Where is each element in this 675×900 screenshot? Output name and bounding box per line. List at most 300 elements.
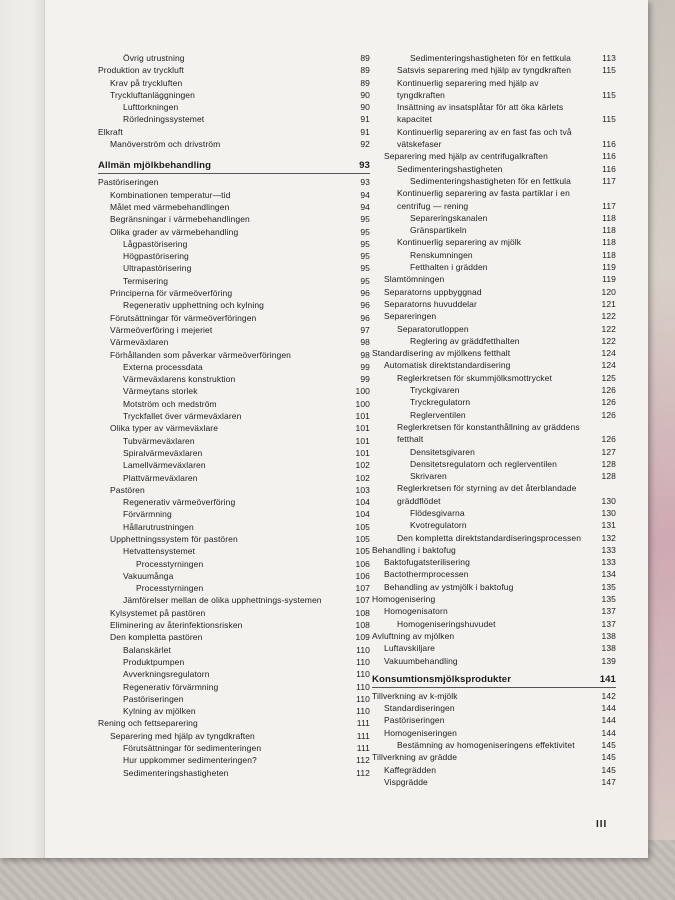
toc-entry xyxy=(98,89,370,101)
toc-entry-title: Tubvärmeväxlaren xyxy=(123,435,195,446)
toc-entry-page: 105 xyxy=(355,521,370,532)
toc-entry-title: Begränsningar i värmebehandlingen xyxy=(110,214,250,225)
toc-entry-page: 111 xyxy=(356,730,370,741)
toc-entry xyxy=(98,767,370,779)
toc-entry xyxy=(98,742,370,754)
toc-entry-page: 96 xyxy=(360,288,370,299)
toc-entry-page: 90 xyxy=(360,102,370,113)
toc-entry xyxy=(372,544,616,556)
toc-section-heading xyxy=(98,159,370,174)
toc-entry-title: Sedimenteringshastigheten xyxy=(123,767,229,778)
toc-entry-page: 144 xyxy=(601,703,616,714)
toc-entry-title: Homogeniseringshuvudet xyxy=(397,618,496,629)
toc-entry xyxy=(98,201,370,213)
toc-entry xyxy=(98,64,370,76)
toc-entry xyxy=(98,496,370,508)
toc-entry-page: 112 xyxy=(356,755,370,766)
toc-entry xyxy=(98,138,370,150)
toc-entry xyxy=(372,581,616,593)
toc-entry-page: 127 xyxy=(601,446,616,457)
toc-entry xyxy=(98,336,370,348)
toc-entry xyxy=(98,558,370,570)
toc-entry-page: 126 xyxy=(601,434,616,445)
toc-entry-page: 128 xyxy=(601,471,616,482)
toc-entry-page: 125 xyxy=(601,372,616,383)
toc-entry-page: 126 xyxy=(601,409,616,420)
toc-entry xyxy=(98,447,370,459)
toc-entry-title: Homogenisering xyxy=(372,594,436,605)
toc-entry-page: 138 xyxy=(601,643,616,654)
toc-entry-page: 118 xyxy=(602,249,616,260)
toc-entry-page: 111 xyxy=(356,743,370,754)
toc-entry xyxy=(372,323,616,335)
toc-entry-title: Ultrapastörisering xyxy=(123,263,192,274)
toc-entry-title: Tryckregulatorn xyxy=(410,397,471,408)
toc-entry xyxy=(372,249,616,261)
toc-entry xyxy=(372,236,616,248)
toc-entry-page: 101 xyxy=(355,423,370,434)
toc-entry-title: Densitetsregulatorn och reglerventilen xyxy=(410,458,557,469)
toc-entry xyxy=(98,189,370,201)
toc-entry-page: 124 xyxy=(601,348,616,359)
toc-entry-title: Kombinationen temperatur—tid xyxy=(110,189,231,200)
toc-entry xyxy=(372,690,616,702)
toc-entry-page: 133 xyxy=(601,544,616,555)
toc-entry-page: 96 xyxy=(360,312,370,323)
toc-entry-title: Värmeväxlaren xyxy=(110,337,169,348)
toc-entry-page: 144 xyxy=(601,715,616,726)
toc-entry xyxy=(372,187,616,212)
toc-entry-title: Plattvärmeväxlaren xyxy=(123,472,198,483)
toc-entry-title: Tillverkning av k-mjölk xyxy=(372,690,458,701)
toc-entry xyxy=(372,396,616,408)
toc-entry xyxy=(372,101,616,126)
toc-entry-page: 116 xyxy=(602,163,616,174)
toc-entry-title: Förutsättningar för värmeöverföringen xyxy=(110,312,257,323)
toc-entry-page: 104 xyxy=(355,497,370,508)
toc-entry-page: 90 xyxy=(360,89,370,100)
toc-entry-title: Gränspartikeln xyxy=(410,225,467,236)
toc-entry-page: 106 xyxy=(355,570,370,581)
toc-entry-page: 101 xyxy=(355,411,370,422)
toc-entry xyxy=(372,446,616,458)
toc-entry-page: 110 xyxy=(356,644,370,655)
toc-entry xyxy=(98,693,370,705)
toc-entry-title: Manöverström och drivström xyxy=(110,139,221,150)
toc-entry-page: 110 xyxy=(356,693,370,704)
toc-entry xyxy=(98,668,370,680)
toc-entry-title: Tryckluftanläggningen xyxy=(110,89,195,100)
toc-entry xyxy=(372,593,616,605)
toc-entry-page: 117 xyxy=(602,200,616,211)
toc-entry-page: 144 xyxy=(601,727,616,738)
toc-entry-title: Regenerativ upphettning och kylning xyxy=(123,300,265,311)
toc-entry-title: Hur uppkommer sedimenteringen? xyxy=(123,755,257,766)
toc-entry-title: Processtyrningen xyxy=(136,583,204,594)
toc-entry-title: Balanskärlet xyxy=(123,644,171,655)
toc-entry-page: 110 xyxy=(356,681,370,692)
toc-entry-page: 96 xyxy=(360,300,370,311)
toc-entry-title: Lufttorkningen xyxy=(123,102,179,113)
toc-entry-title: Elkraft xyxy=(98,126,123,137)
toc-entry xyxy=(372,372,616,384)
toc-entry-title: Upphettningssystem för pastören xyxy=(110,533,238,544)
toc-entry-title: Processtyrningen xyxy=(136,558,204,569)
toc-entry-page: 99 xyxy=(360,361,370,372)
toc-entry-page: 115 xyxy=(602,89,616,100)
toc-entry-page: 105 xyxy=(355,546,370,557)
toc-entry xyxy=(98,459,370,471)
toc-entry-page: 138 xyxy=(601,630,616,641)
toc-entry-title: Automatisk direktstandardisering xyxy=(384,360,511,371)
toc-entry-page: 106 xyxy=(355,558,370,569)
toc-entry-title: Sedimenteringshastigheten för en fettkula xyxy=(410,175,571,186)
toc-entry-page: 122 xyxy=(601,335,616,346)
toc-entry-page: 93 xyxy=(360,177,370,188)
toc-entry-page: 98 xyxy=(360,349,370,360)
toc-entry xyxy=(98,681,370,693)
toc-entry xyxy=(372,618,616,630)
toc-entry-page: 95 xyxy=(360,214,370,225)
toc-entry-page: 109 xyxy=(355,632,370,643)
toc-entry-title: Pastöriseringen xyxy=(384,715,445,726)
toc-entry-title: Separeringen xyxy=(384,311,437,322)
toc-entry xyxy=(372,273,616,285)
toc-entry xyxy=(98,607,370,619)
toc-entry-title: Spiralvärmeväxlaren xyxy=(123,447,203,458)
toc-entry-page: 137 xyxy=(601,606,616,617)
toc-entry xyxy=(372,335,616,347)
toc-entry xyxy=(98,250,370,262)
toc-entry-page: 110 xyxy=(356,656,370,667)
toc-entry-title: Avluftning av mjölken xyxy=(372,630,455,641)
toc-entry-page: 110 xyxy=(356,706,370,717)
toc-entry-page: 95 xyxy=(360,238,370,249)
toc-entry-title: Sedimenteringshastigheten xyxy=(397,163,503,174)
toc-entry-title: Pastören xyxy=(110,484,145,495)
toc-entry xyxy=(98,570,370,582)
toc-entry-title: Kontinuerlig separering med hjälp av tyngdkraften xyxy=(397,77,539,100)
toc-entry xyxy=(98,101,370,113)
toc-entry xyxy=(98,312,370,324)
toc-entry-page: 107 xyxy=(355,583,370,594)
toc-entry-page: 135 xyxy=(601,594,616,605)
toc-entry-page: 122 xyxy=(601,311,616,322)
toc-entry xyxy=(372,310,616,322)
toc-entry-page: 141 xyxy=(599,673,616,685)
toc-entry xyxy=(98,52,370,64)
toc-entry-title: Satsvis separering med hjälp av tyngdkraften xyxy=(397,65,572,76)
toc-entry-page: 108 xyxy=(355,607,370,618)
toc-entry xyxy=(372,224,616,236)
toc-entry xyxy=(98,324,370,336)
toc-entry-title: Sedimenteringshastigheten för en fettkula xyxy=(410,53,571,63)
toc-entry-title: Separatorns huvuddelar xyxy=(384,298,477,309)
toc-entry-title: Eliminering av återinfektionsrisken xyxy=(110,620,243,631)
toc-entry xyxy=(98,472,370,484)
toc-entry-page: 102 xyxy=(355,460,370,471)
toc-entry xyxy=(98,717,370,729)
toc-entry-page: 145 xyxy=(601,740,616,751)
toc-entry-title: Kylsystemet på pastören xyxy=(110,607,206,618)
toc-entry-title: Högpastörisering xyxy=(123,251,189,262)
toc-entry-title: Insättning av insatsplåtar för att öka kärlets kapacitet xyxy=(397,102,564,125)
toc-entry-page: 95 xyxy=(360,251,370,262)
toc-entry xyxy=(98,287,370,299)
toc-entry-page: 99 xyxy=(360,374,370,385)
toc-entry-title: Olika grader av värmebehandling xyxy=(110,226,239,237)
toc-entry xyxy=(98,113,370,125)
toc-entry xyxy=(372,556,616,568)
toc-entry-page: 93 xyxy=(359,160,370,172)
toc-entry-page: 126 xyxy=(601,397,616,408)
page-number: III xyxy=(596,819,608,830)
toc-entry xyxy=(98,422,370,434)
toc-entry xyxy=(98,730,370,742)
toc-entry xyxy=(372,421,616,446)
toc-entry xyxy=(98,238,370,250)
toc-entry-page: 137 xyxy=(601,618,616,629)
toc-entry xyxy=(98,754,370,766)
toc-entry-title: Lågpastörisering xyxy=(123,238,188,249)
toc-entry-page: 95 xyxy=(360,275,370,286)
toc-entry xyxy=(98,361,370,373)
toc-entry-page: 117 xyxy=(602,175,616,186)
toc-entry xyxy=(98,533,370,545)
toc-entry-page: 124 xyxy=(601,360,616,371)
toc-entry xyxy=(98,77,370,89)
toc-entry xyxy=(372,605,616,617)
toc-entry-page: 95 xyxy=(360,263,370,274)
toc-entry-page: 122 xyxy=(601,323,616,334)
toc-entry-title: Rörledningssystemet xyxy=(123,114,205,125)
toc-entry xyxy=(372,727,616,739)
toc-entry-page: 145 xyxy=(601,764,616,775)
toc-entry-title: Renskumningen xyxy=(410,249,473,260)
toc-entry xyxy=(372,507,616,519)
toc-entry xyxy=(372,482,616,507)
toc-entry-title: Pastöriseringen xyxy=(123,693,184,704)
toc-entry-title: Kontinuerlig separering av en fast fas och två vätskefaser xyxy=(397,126,572,150)
toc-entry-title: Förutsättningar för sedimenteringen xyxy=(123,743,262,754)
toc-entry-title: Vakuumbehandling xyxy=(384,655,458,666)
toc-entry xyxy=(98,349,370,361)
toc-entry xyxy=(98,213,370,225)
toc-entry-page: 139 xyxy=(601,655,616,666)
toc-entry-title: Skrivaren xyxy=(410,471,447,482)
toc-entry-title: Den kompletta pastören xyxy=(110,632,203,643)
toc-entry xyxy=(372,286,616,298)
toc-entry-page: 115 xyxy=(602,65,616,76)
toc-entry-page: 116 xyxy=(602,151,616,162)
toc-entry-title: Homogenisatorn xyxy=(384,606,448,617)
toc-entry-title: Standardisering av mjölkens fetthalt xyxy=(372,348,511,359)
toc-entry-title: Behandling av ystmjölk i baktofug xyxy=(384,581,514,592)
toc-entry-title: Separering med hjälp av centrifugalkraften xyxy=(384,151,548,162)
toc-entry-title: Tillverkning av grädde xyxy=(372,752,458,763)
toc-entry xyxy=(372,655,616,667)
toc-entry-title: Baktofugatsterilisering xyxy=(384,557,470,568)
toc-entry-title: Allmän mjölkbehandling xyxy=(98,160,212,172)
toc-entry-page: 101 xyxy=(355,447,370,458)
toc-entry xyxy=(98,385,370,397)
toc-entry-title: Densitetsgivaren xyxy=(410,446,475,457)
toc-entry-title: Motström och medström xyxy=(123,398,217,409)
toc-entry-page: 89 xyxy=(360,77,370,88)
toc-entry-title: Övrig utrustning xyxy=(123,53,185,63)
page-spine xyxy=(0,0,45,858)
toc-entry-title: Regenerativ värmeöverföring xyxy=(123,497,236,508)
toc-entry xyxy=(98,508,370,520)
toc-entry xyxy=(372,751,616,763)
toc-entry xyxy=(372,384,616,396)
toc-entry-title: Separering med hjälp av tyngdkraften xyxy=(110,730,255,741)
toc-entry-title: Externa processdata xyxy=(123,361,203,372)
toc-entry xyxy=(98,435,370,447)
toc-entry-title: Separatorns uppbyggnad xyxy=(384,286,482,297)
toc-entry-page: 132 xyxy=(601,532,616,543)
toc-entry xyxy=(372,642,616,654)
toc-entry xyxy=(372,630,616,642)
toc-entry-page: 121 xyxy=(601,298,616,309)
toc-entry-title: Förvärmning xyxy=(123,509,172,520)
toc-entry-page: 115 xyxy=(602,114,616,125)
toc-entry-page: 126 xyxy=(601,385,616,396)
toc-entry-title: Kontinuerlig separering av fasta partiklar i en centrifug — rening xyxy=(397,188,570,211)
toc-entry-page: 89 xyxy=(360,53,370,63)
toc-entry-title: Avverkningsregulatorn xyxy=(123,669,210,680)
toc-entry xyxy=(372,714,616,726)
toc-entry-page: 147 xyxy=(601,776,616,787)
toc-entry-title: Lamellvärmeväxlaren xyxy=(123,460,206,471)
toc-entry-page: 94 xyxy=(360,201,370,212)
toc-entry-page: 91 xyxy=(360,114,370,125)
toc-entry-title: Produktion av tryckluft xyxy=(98,65,184,76)
toc-entry-title: Krav på tryckluften xyxy=(110,77,183,88)
toc-entry xyxy=(98,521,370,533)
toc-entry-title: Jämförelser mellan de olika upphettnings-systemen xyxy=(123,595,322,606)
toc-entry-title: Kaffegrädden xyxy=(384,764,437,775)
toc-entry xyxy=(98,262,370,274)
toc-entry-page: 94 xyxy=(360,189,370,200)
toc-entry-page: 91 xyxy=(360,126,370,137)
toc-entry xyxy=(372,64,616,76)
toc-entry xyxy=(98,126,370,138)
toc-entry-title: Slamtömningen xyxy=(384,274,445,285)
toc-entry xyxy=(98,299,370,311)
toc-column-right xyxy=(372,52,616,788)
toc-entry xyxy=(98,594,370,606)
toc-entry-title: Fetthalten i grädden xyxy=(410,262,488,273)
toc-entry-title: Tryckfallet över värmeväxlaren xyxy=(123,411,242,422)
toc-entry xyxy=(98,705,370,717)
toc-entry-title: Värmeöverföring i mejeriet xyxy=(110,324,213,335)
toc-entry xyxy=(372,347,616,359)
toc-entry-title: Standardiseringen xyxy=(384,703,455,714)
toc-column-left xyxy=(98,52,370,779)
toc-entry-title: Hållarutrustningen xyxy=(123,521,194,532)
toc-entry-page: 119 xyxy=(602,274,616,285)
toc-entry-title: Värmeväxlarens konstruktion xyxy=(123,374,236,385)
toc-entry-page: 134 xyxy=(601,569,616,580)
toc-entry-page: 111 xyxy=(356,718,370,729)
toc-entry-title: Pastöriseringen xyxy=(98,177,159,188)
toc-entry xyxy=(98,410,370,422)
toc-entry xyxy=(372,298,616,310)
toc-entry-title: Vispgrädde xyxy=(384,776,428,787)
toc-entry-page: 98 xyxy=(360,337,370,348)
toc-entry-title: Behandling i baktofug xyxy=(372,544,456,555)
toc-entry-title: Reglering av gräddfetthalten xyxy=(410,335,520,346)
toc-entry-title: Kontinuerlig separering av mjölk xyxy=(397,237,522,248)
toc-entry xyxy=(372,126,616,151)
toc-entry-title: Homogeniseringen xyxy=(384,727,457,738)
toc-entry-title: Reglerkretsen för konstanthållning av gräddens fetthalt xyxy=(397,421,580,445)
toc-entry xyxy=(98,373,370,385)
toc-entry-page: 100 xyxy=(355,386,370,397)
toc-entry-title: Rening och fettseparering xyxy=(98,718,198,729)
toc-entry-page: 131 xyxy=(601,520,616,531)
toc-entry-title: Förhållanden som påverkar värmeöverföringen xyxy=(110,349,291,360)
toc-entry-title: Luftavskiljare xyxy=(384,643,436,654)
toc-entry-title: Bactothermprocessen xyxy=(384,569,469,580)
toc-entry-title: Olika typer av värmeväxlare xyxy=(110,423,219,434)
toc-entry xyxy=(372,702,616,714)
toc-entry-title: Termisering xyxy=(123,275,169,286)
toc-entry-title: Bestämning av homogeniseringens effektivitet xyxy=(397,740,575,751)
toc-entry-page: 107 xyxy=(355,595,370,606)
toc-entry xyxy=(372,568,616,580)
toc-entry xyxy=(98,275,370,287)
toc-entry-page: 112 xyxy=(356,767,370,778)
toc-entry xyxy=(98,545,370,557)
toc-entry-page: 116 xyxy=(602,139,616,150)
toc-entry xyxy=(372,212,616,224)
toc-entry xyxy=(372,532,616,544)
toc-entry xyxy=(98,656,370,668)
toc-entry xyxy=(372,261,616,273)
toc-entry-page: 110 xyxy=(356,669,370,680)
toc-entry-page: 105 xyxy=(355,533,370,544)
toc-entry xyxy=(98,631,370,643)
toc-entry-title: Konsumtionsmjölksprodukter xyxy=(372,673,512,685)
toc-entry-title: Principerna för värmeöverföring xyxy=(110,288,233,299)
toc-entry-page: 103 xyxy=(355,484,370,495)
toc-entry xyxy=(98,582,370,594)
toc-entry-page: 119 xyxy=(602,262,616,273)
toc-entry-title: Separatorutloppen xyxy=(397,323,469,334)
toc-entry-page: 92 xyxy=(360,139,370,150)
toc-entry xyxy=(98,619,370,631)
toc-entry-page: 102 xyxy=(355,472,370,483)
toc-entry-page: 130 xyxy=(601,507,616,518)
toc-entry-title: Vakuumånga xyxy=(123,570,174,581)
toc-entry-title: Hetvattensystemet xyxy=(123,546,196,557)
toc-entry-page: 135 xyxy=(601,581,616,592)
toc-entry xyxy=(372,409,616,421)
toc-entry-page: 145 xyxy=(601,752,616,763)
toc-entry-title: Kvotregulatorn xyxy=(410,520,467,531)
toc-entry-page: 130 xyxy=(601,495,616,506)
toc-entry xyxy=(372,150,616,162)
toc-entry xyxy=(372,458,616,470)
toc-entry xyxy=(372,163,616,175)
toc-entry xyxy=(372,764,616,776)
toc-entry-page: 104 xyxy=(355,509,370,520)
toc-entry-title: Värmeytans storlek xyxy=(123,386,198,397)
toc-entry xyxy=(372,52,616,64)
toc-entry xyxy=(372,519,616,531)
